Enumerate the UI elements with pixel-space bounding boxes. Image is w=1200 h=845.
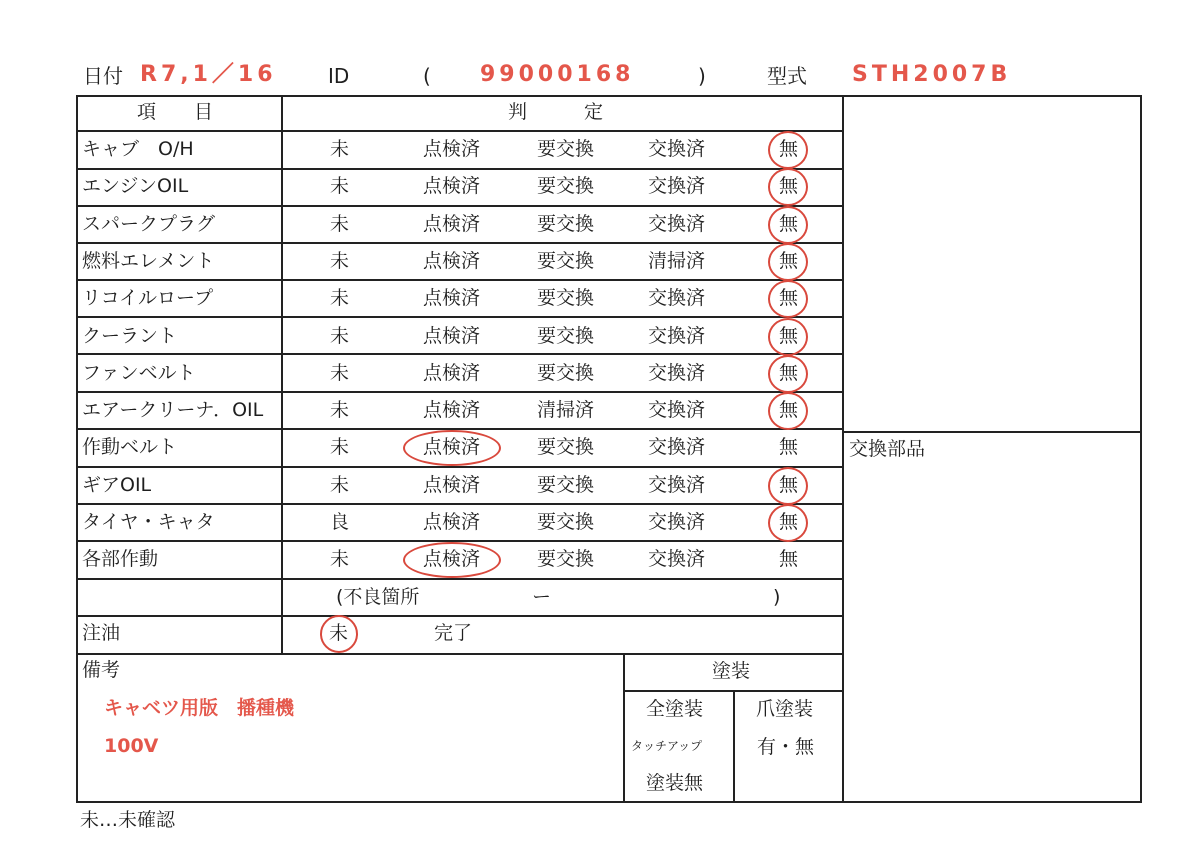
row-judgement-c1: 未 — [330, 548, 350, 570]
row-divider — [76, 205, 842, 207]
circle-mark — [768, 467, 808, 505]
row-judgement-c1: 未 — [330, 250, 350, 272]
row-judgement-c3: 要交換 — [537, 362, 595, 384]
id-close-paren: ) — [698, 64, 706, 88]
row-judgement-c3: 要交換 — [537, 287, 595, 309]
row-item-label: ファンベルト — [82, 362, 196, 384]
column-header-item: 項 目 — [137, 101, 214, 123]
model-value: STH2007B — [852, 62, 1012, 87]
row-judgement-c4: 交換済 — [648, 436, 706, 458]
row-judgement-c1: 未 — [330, 213, 350, 235]
row-item-label: タイヤ・キャタ — [82, 511, 215, 533]
paint-claw: 爪塗装 — [756, 698, 814, 720]
row-judgement-c5: 無 — [779, 436, 799, 458]
row-judgement-c5: 無 — [779, 511, 799, 533]
id-open-paren: ( — [423, 64, 431, 88]
circle-mark — [768, 206, 808, 244]
circle-mark — [768, 392, 808, 430]
row-judgement-c5: 無 — [779, 175, 799, 197]
replacement-parts-label: 交換部品 — [849, 438, 926, 460]
row-item-label: クーラント — [82, 325, 178, 347]
circle-mark — [768, 355, 808, 393]
row-divider — [76, 503, 842, 505]
paint-none: 塗装無 — [646, 772, 704, 794]
row-judgement-c5: 無 — [779, 287, 799, 309]
row-item-label: エンジンOIL — [82, 175, 189, 197]
row-judgement-c2: 点検済 — [423, 250, 481, 272]
right-panel-divider — [842, 431, 1142, 433]
defect-dash: ー — [532, 586, 552, 608]
defect-open: (不良箇所 — [336, 586, 420, 608]
row-divider — [76, 168, 842, 170]
row-judgement-c3: 要交換 — [537, 250, 595, 272]
row-judgement-c2: 点検済 — [423, 436, 481, 458]
row-judgement-c2: 点検済 — [423, 138, 481, 160]
row-judgement-c4: 交換済 — [648, 399, 706, 421]
row-judgement-c3: 要交換 — [537, 474, 595, 496]
row-judgement-c1: 未 — [330, 474, 350, 496]
refuel-label: 注油 — [82, 622, 121, 644]
row-judgement-c4: 交換済 — [648, 287, 706, 309]
row-item-label: 燃料エレメント — [82, 250, 215, 272]
row-judgement-c3: 要交換 — [537, 138, 595, 160]
date-label: 日付 — [83, 64, 123, 88]
row-judgement-c3: 要交換 — [537, 511, 595, 533]
row-judgement-c5: 無 — [779, 138, 799, 160]
paint-title: 塗装 — [712, 660, 751, 682]
row-judgement-c2: 点検済 — [423, 474, 481, 496]
row-judgement-c5: 無 — [779, 250, 799, 272]
refuel-circle-mark — [320, 615, 358, 653]
row-divider — [76, 130, 842, 132]
remarks-line-2: 100V — [104, 735, 159, 757]
row-item-label: スパークプラグ — [82, 213, 216, 235]
row-item-label: 作動ベルト — [82, 436, 178, 458]
row-judgement-c5: 無 — [779, 213, 799, 235]
row-divider — [76, 391, 842, 393]
paint-section-left-border — [623, 653, 625, 803]
row-judgement-c2: 点検済 — [423, 399, 481, 421]
remarks-line-1: キャベツ用版 播種機 — [104, 697, 295, 719]
circle-mark — [768, 243, 808, 281]
row-divider — [76, 353, 842, 355]
row-item-label: リコイルロープ — [82, 287, 214, 309]
row-judgement-c1: 良 — [330, 511, 350, 533]
row-judgement-c4: 交換済 — [648, 138, 706, 160]
paint-column-divider — [733, 690, 735, 803]
row-judgement-c2: 点検済 — [423, 548, 481, 570]
circle-mark — [768, 168, 808, 206]
row-judgement-c2: 点検済 — [423, 362, 481, 384]
id-value: 99000168 — [480, 62, 635, 87]
row-judgement-c1: 未 — [330, 175, 350, 197]
row-judgement-c5: 無 — [779, 474, 799, 496]
row-judgement-c1: 未 — [330, 325, 350, 347]
row-judgement-c3: 要交換 — [537, 175, 595, 197]
row-judgement-c4: 交換済 — [648, 325, 706, 347]
row-judgement-c4: 交換済 — [648, 548, 706, 570]
remarks-label: 備考 — [82, 659, 121, 681]
column-divider-item — [281, 95, 283, 653]
row-judgement-c5: 無 — [779, 548, 799, 570]
row-judgement-c2: 点検済 — [423, 287, 481, 309]
refuel-option-done: 完了 — [434, 622, 473, 644]
row-divider — [76, 466, 842, 468]
row-divider — [76, 316, 842, 318]
row-item-label: 各部作動 — [82, 548, 159, 570]
circle-mark — [768, 504, 808, 542]
row-item-label: エアークリーナ．OIL — [82, 399, 264, 421]
row-judgement-c1: 未 — [330, 399, 350, 421]
circle-mark — [768, 131, 808, 169]
id-label: ID — [328, 64, 350, 88]
row-judgement-c3: 要交換 — [537, 436, 595, 458]
row-judgement-c4: 清掃済 — [648, 250, 706, 272]
row-judgement-c3: 要交換 — [537, 325, 595, 347]
row-judgement-c5: 無 — [779, 399, 799, 421]
row-divider — [76, 279, 842, 281]
defect-close: ) — [773, 586, 781, 608]
row-item-label: ギアOIL — [82, 474, 152, 496]
row-judgement-c1: 未 — [330, 138, 350, 160]
row-divider — [76, 578, 842, 580]
row-judgement-c1: 未 — [330, 287, 350, 309]
circle-mark — [403, 430, 501, 466]
row-judgement-c5: 無 — [779, 362, 799, 384]
circle-mark — [768, 318, 808, 356]
column-header-judgement: 判 定 — [508, 101, 604, 123]
paint-full: 全塗装 — [646, 698, 704, 720]
row-judgement-c3: 要交換 — [537, 213, 595, 235]
row-judgement-c3: 清掃済 — [537, 399, 595, 421]
circle-mark — [768, 280, 808, 318]
row-judgement-c2: 点検済 — [423, 325, 481, 347]
paint-touchup: タッチアップ — [631, 739, 703, 753]
model-label: 型式 — [767, 64, 807, 88]
row-judgement-c4: 交換済 — [648, 362, 706, 384]
legend-note: 未…未確認 — [80, 809, 176, 831]
row-judgement-c4: 交換済 — [648, 474, 706, 496]
row-judgement-c2: 点検済 — [423, 175, 481, 197]
row-judgement-c2: 点検済 — [423, 511, 481, 533]
row-divider — [76, 615, 842, 617]
row-judgement-c2: 点検済 — [423, 213, 481, 235]
row-judgement-c4: 交換済 — [648, 213, 706, 235]
row-divider — [76, 653, 842, 655]
date-value: R7,1／16 — [140, 62, 277, 87]
row-judgement-c1: 未 — [330, 362, 350, 384]
column-divider-right-panel — [842, 95, 844, 803]
row-judgement-c4: 交換済 — [648, 511, 706, 533]
circle-mark — [403, 542, 501, 578]
row-judgement-c5: 無 — [779, 325, 799, 347]
row-item-label: キャブ O/H — [82, 138, 194, 160]
row-divider — [76, 242, 842, 244]
row-judgement-c4: 交換済 — [648, 175, 706, 197]
paint-claw-options: 有・無 — [757, 736, 815, 758]
row-judgement-c3: 要交換 — [537, 548, 595, 570]
refuel-option-not-done: 未 — [329, 622, 349, 644]
row-judgement-c1: 未 — [330, 436, 350, 458]
